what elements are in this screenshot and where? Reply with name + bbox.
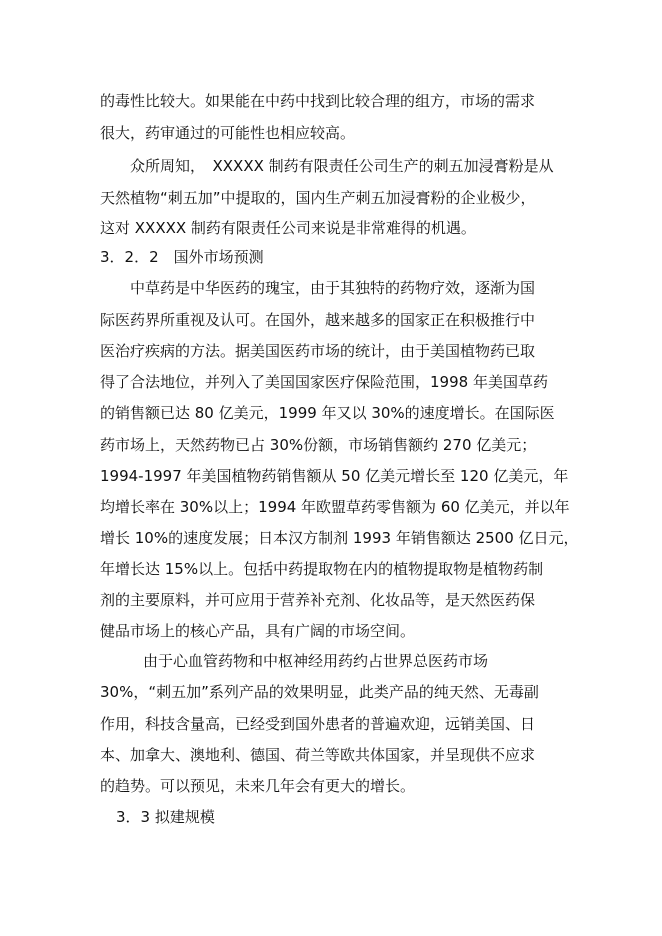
paragraph-line: 很大，药审通过的可能性也相应较高。 bbox=[100, 124, 356, 142]
section-heading: 3．2．2 国外市场预测 bbox=[100, 248, 264, 266]
paragraph-line: 均增长率在 30%以上；1994 年欧盟草药零售额为 60 亿美元，并以年 bbox=[100, 498, 570, 516]
paragraph-line: 30%，“刺五加”系列产品的效果明显，此类产品的纯天然、无毒副 bbox=[100, 683, 539, 701]
paragraph-line: 药市场上，天然药物已占 30%份额，市场销售额约 270 亿美元； bbox=[100, 436, 537, 454]
paragraph-line: 的趋势。可以预见，未来几年会有更大的增长。 bbox=[100, 777, 416, 795]
paragraph-line: 作用，科技含量高，已经受到国外患者的普遍欢迎，远销美国、日 bbox=[100, 715, 536, 733]
paragraph-line: 剂的主要原料，并可应用于营养补充剂、化妆品等，是天然医药保 bbox=[100, 591, 536, 609]
paragraph-line: 际医药界所重视及认可。在国外，越来越多的国家正在积极推行中 bbox=[100, 311, 536, 329]
paragraph-line: 中草药是中华医药的瑰宝，由于其独特的药物疗效，逐渐为国 bbox=[130, 279, 536, 297]
paragraph-line: 健品市场上的核心产品，具有广阔的市场空间。 bbox=[100, 622, 416, 640]
paragraph-line: 年增长达 15%以上。包括中药提取物在内的植物提取物是植物药制 bbox=[100, 560, 544, 578]
paragraph-line: 众所周知， XXXXX 制药有限责任公司生产的刺五加浸膏粉是从 bbox=[130, 157, 554, 175]
paragraph-line: 增长 10%的速度发展；日本汉方制剂 1993 年销售额达 2500 亿日元， bbox=[100, 529, 579, 547]
paragraph-line: 1994-1997 年美国植物药销售额从 50 亿美元增长至 120 亿美元，年 bbox=[100, 467, 569, 485]
paragraph-line: 天然植物“刺五加”中提取的，国内生产刺五加浸膏粉的企业极少， bbox=[100, 189, 536, 207]
paragraph-line: 医治疗疾病的方法。据美国医药市场的统计，由于美国植物药已取 bbox=[100, 342, 536, 360]
section-heading: 3．3 拟建规模 bbox=[116, 808, 215, 826]
paragraph-line: 的毒性比较大。如果能在中药中找到比较合理的组方，市场的需求 bbox=[100, 92, 536, 110]
paragraph-line: 得了合法地位，并列入了美国国家医疗保险范围，1998 年美国草药 bbox=[100, 373, 548, 391]
paragraph-line: 这对 XXXXX 制药有限责任公司来说是非常难得的机遇。 bbox=[100, 219, 476, 237]
paragraph-line: 本、加拿大、澳地利、德国、荷兰等欧共体国家，并呈现供不应求 bbox=[100, 746, 536, 764]
paragraph-line: 由于心血管药物和中枢神经用药约占世界总医药市场 bbox=[143, 652, 489, 670]
paragraph-line: 的销售额已达 80 亿美元，1999 年又以 30%的速度增长。在国际医 bbox=[100, 404, 555, 422]
